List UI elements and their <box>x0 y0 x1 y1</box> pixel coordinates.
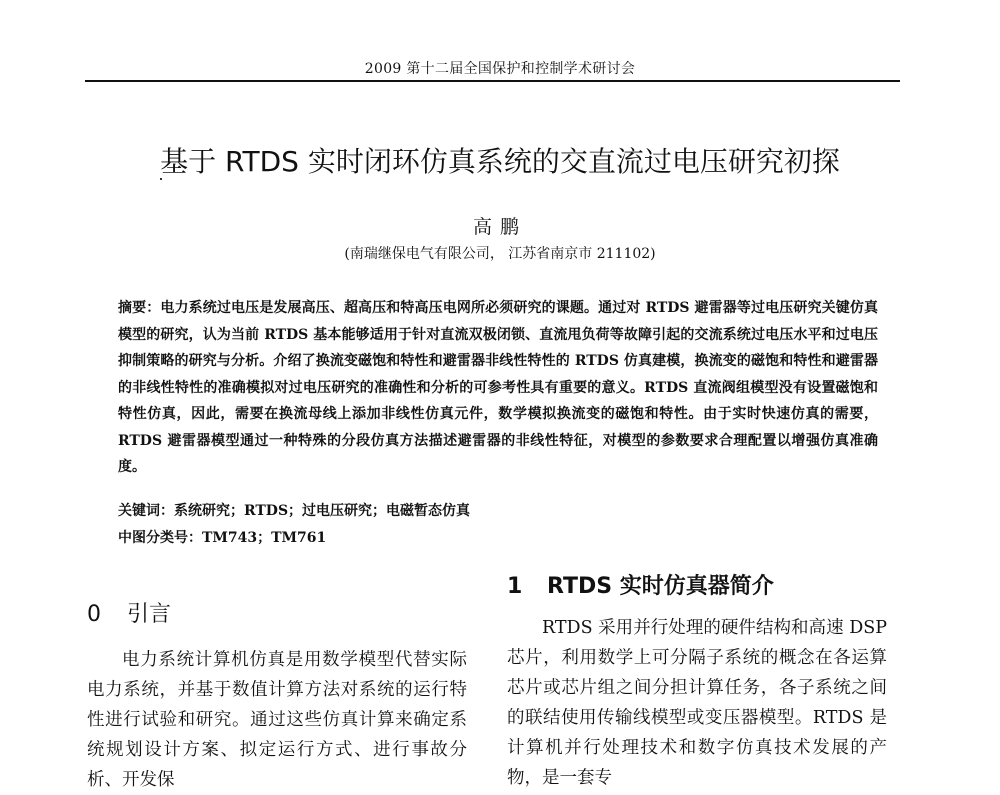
scan-speck <box>160 178 162 180</box>
running-header: 2009 第十二届全国保护和控制学术研讨会 <box>364 61 636 77</box>
abstract: 摘要：电力系统过电压是发展高压、超高压和特高压电网所必须研究的课题。通过对 RTDS 避雷器等过电压研究关键仿真模型的研究，认为当前 RTDS 基本能够适用于针对直流双极闭锁、直流甩负荷等故障引起的交流系统过电压水平和过电压抑制策略的研究与分析。介绍了换流变磁饱和特性和避雷器非线性特性的 RTDS 仿真建模，换流变的磁饱和特性和避雷器的非线性特性的准确模拟对过电压研究的准确性和分析的可参考性具有重要的意义。RTDS 直流阀组模型没有设置磁饱和特性仿真，因此，需要在换流母线上添加非线性仿真元件，数学模拟换流变的磁饱和特性。由于实时快速仿真的需要，RTDS 避雷器模型通过一种特殊的分段仿真方法描述避雷器的非线性特征，对模型的参数要求合理配置以增强仿真准确度。 <box>118 300 878 475</box>
classification-number: 中图分类号：TM743；TM761 <box>118 530 327 546</box>
section-title: RTDS 实时仿真器简介 <box>547 574 774 599</box>
keywords: 关键词：系统研究；RTDS；过电压研究；电磁暂态仿真 <box>118 503 471 519</box>
section-number: 0 <box>87 602 101 627</box>
paper-title: 基于 RTDS 实时闭环仿真系统的交直流过电压研究初探 <box>160 145 840 178</box>
section-0-body <box>87 645 467 795</box>
author: 高鹏 <box>472 216 527 238</box>
affiliation: (南瑞继保电气有限公司， 江苏省南京市 211102) <box>344 246 656 262</box>
section-0-heading <box>87 597 171 628</box>
paragraph: 电力系统计算机仿真是用数学模型代替实际电力系统，并基于数值计算方法对系统的运行特性进行试验和研究。通过这些仿真计算来确定系统规划设计方案、拟定运行方式、进行事故分析、开发保 <box>87 650 467 790</box>
paragraph: RTDS 采用并行处理的硬件结构和高速 DSP 芯片，利用数学上可分隔子系统的概念在各运算芯片或芯片组之间分担计算任务，各子系统之间的联结使用传输线模型或变压器模型。RTDS 是计算机并行处理技术和数字仿真技术发展的产物，是一套专 <box>507 618 887 788</box>
header-rule <box>85 80 900 82</box>
section-number: 1 <box>507 574 523 599</box>
section-1-body <box>507 613 887 793</box>
section-1-heading <box>507 569 774 600</box>
section-title: 引言 <box>127 602 172 627</box>
